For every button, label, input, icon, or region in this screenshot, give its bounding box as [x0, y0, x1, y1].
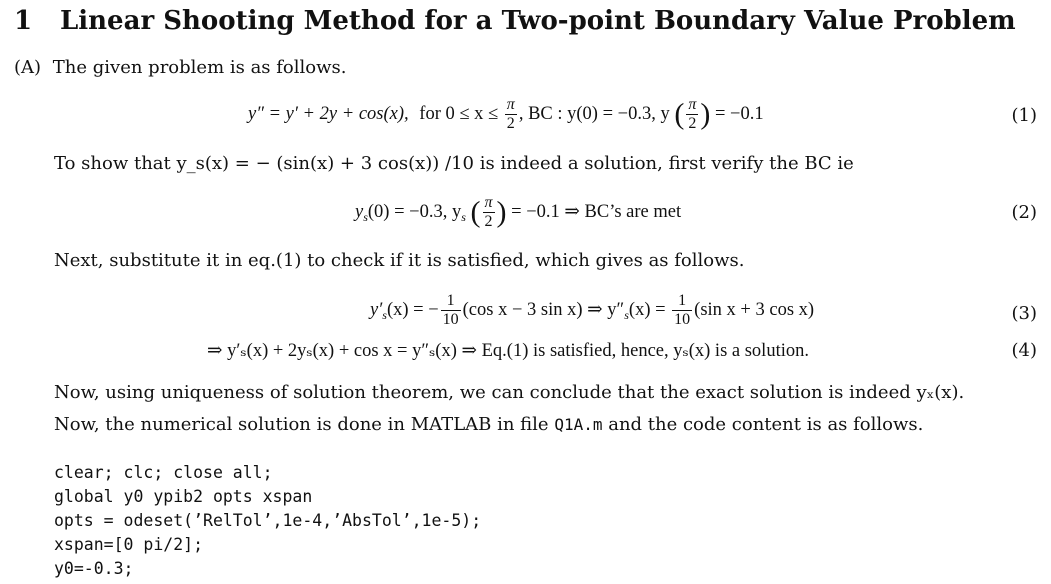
eq1-lhs: y″ = y′ + 2y + cos(x), [248, 103, 409, 124]
show-solution-text: To show that y_s(x) = − (sin(x) + 3 cos(x)) /10 is indeed a solution, first verify the BC ie [54, 153, 854, 174]
part-a-intro-text: The given problem is as follows. [52, 57, 347, 78]
next-step-text: Next, substitute it in eq.(1) to check if it is satisfied, which gives as follows. [54, 250, 745, 271]
eq2-fraction: $\frac{\pi}{2}$ [484, 194, 493, 230]
code-line: global y0 ypib2 opts xspan [54, 487, 313, 506]
matlab-filename: Q1A.m [554, 415, 603, 434]
eq2-left: (0) = −0.3, y [367, 201, 462, 222]
part-a-intro [14, 57, 346, 78]
uniqueness-paragraph: Now, using uniqueness of solution theorem, we can conclude that the exact solution is indeed yₓ(x). [54, 382, 965, 403]
eq1-for-text: for 0 ≤ x ≤ [419, 103, 499, 124]
eq4-number: (4) [1011, 340, 1037, 361]
eq1-number: (1) [1011, 105, 1037, 126]
eq1-rhs: = −0.1 [714, 103, 764, 124]
section-title: Linear Shooting Method for a Two-point Boundary Value Problem [60, 6, 1016, 36]
equation-1: y″ = y′ + 2y + cos(x), for 0 ≤ x ≤ $\frac{\pi}{2}$ , BC : y(0) = −0.3, y ( $\frac{\pi}{2}$ ) = −0.1 [248, 96, 764, 132]
code-line: opts = odeset(’RelTol’,1e-4,’AbsTol’,1e-5); [54, 511, 482, 530]
eq2-right: = −0.1 ⇒ BC’s are met [511, 201, 682, 222]
equation-3: $y'_s(x)$ = − $\frac{1}{10}$ (cos x − 3 sin x) ⇒ $y''_s(x)$ = $\frac{1}{10}$ (sin x + 3 cos x) [370, 292, 815, 328]
eq3-mid: (cos x − 3 sin x) ⇒ y″ [462, 299, 625, 320]
section-heading [14, 6, 1016, 36]
eq2-number: (2) [1011, 202, 1037, 223]
eq1-bc-text: , BC : y(0) = −0.3, y [518, 103, 670, 124]
section-number: 1 [14, 6, 33, 36]
eq3-number: (3) [1011, 303, 1037, 324]
eq1-bc-fraction: $\frac{\pi}{2}$ [688, 96, 697, 132]
eq3-lhs: (x) = − [386, 299, 439, 320]
eq3-fraction-1: $\frac{1}{10}$ [442, 292, 459, 328]
eq3-fraction-2: $\frac{1}{10}$ [674, 292, 691, 328]
code-line: y0=-0.3; [54, 559, 134, 578]
equation-2: $y_s(0) = -0.3$, $y_s$ ( $\frac{\pi}{2}$ ) = −0.1 ⇒ BC’s are met [355, 194, 682, 230]
matlab-paragraph: Now, the numerical solution is done in MATLAB in file Q1A.m and the code content is as follows. [54, 414, 924, 435]
equation-4: ⇒ y′ₛ(x) + 2yₛ(x) + cos x = y″ₛ(x) ⇒ Eq.(1) is satisfied, hence, yₛ(x) is a solution. [207, 341, 809, 361]
eq3-rhs: (sin x + 3 cos x) [694, 299, 815, 320]
part-a-label: (A) [14, 57, 42, 78]
eq1-fraction: $\frac{\pi}{2}$ [506, 96, 515, 132]
code-line: xspan=[0 pi/2]; [54, 535, 204, 554]
code-line: clear; clc; close all; [54, 463, 273, 482]
